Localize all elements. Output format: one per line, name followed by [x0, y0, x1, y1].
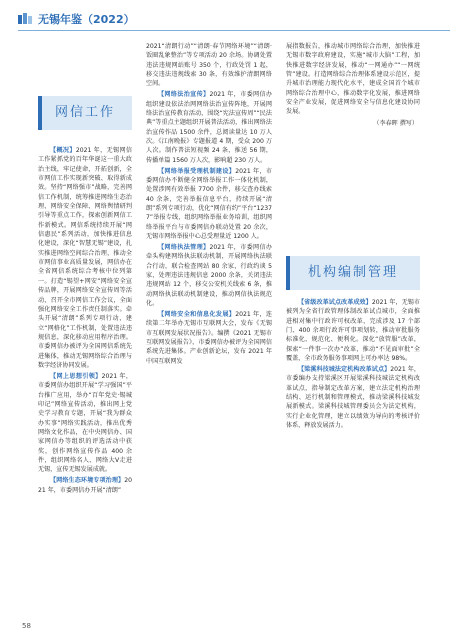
paragraph [146, 167, 272, 242]
paragraph-text: 2021 年，市委网信办组织建设依法治网网络法治宣传阵地，开展网络法治宣传教育活动，围绕“宪法宣传周”“民法典”等重点主题组织开展普法活动，推出网络法治宣传作品 1500 余件，总阅读量达 10 万人次。《江南晚报》专题报道 4 期，受众 200 万人次。制作普法短视频 24 条，推送 56 期，传播单篇 1560 万人次，影响超 230 万人。 [146, 91, 272, 164]
paragraph-tag: 【网上思想引领】 [50, 372, 102, 380]
paragraph [146, 42, 272, 89]
paragraph-tag: 【网络生态环境专项治理】 [50, 477, 125, 485]
paragraph-text: 2021 年，无锡市被列为全省行政管理体制改革试点城市，全面推进相对集中行政许可权改革，完成涉及 17 个部门、400 余项行政许可事项划转，推动审批服务标准化、规范化、便利化。深化“放管服”改革，探索“一件事一次办”改革，推动“不见面审批”全覆盖，全市政务服务事项网上可办率达 98%。 [286, 299, 420, 363]
paragraph [286, 42, 420, 117]
paragraph [146, 90, 272, 165]
paragraph [286, 365, 420, 430]
paragraph-text: 2021 年，无锡网信工作紧抓党的百年华诞这一重大政治主线，牢记使命，开拓创新，全市网信工作实现新突破、取得新成效。坚持“网络强市”战略，完善网信工作机制，统筹推进网络生态治理、网络安全保障、网络舆情研判引导等重点工作，探索创新网信工作新模式。网信系统持续开展“网信惠民”系列活动，加快推进信息化建设，深化“智慧无锡”建设，扎实推进网络空间综合治理，推动全市网信事业高质量发展，网信办在全省网信系统综合考核中位列第一。打造“锡望+网安”网络安全宣传品牌，开展网络安全宣传周等活动，召开全市网信工作会议，全面强化网络安全工作责任制落实。牵头开展“清朗”系列专项行动，建立“网格化”工作机制，处置违法违规信息，深化移动应用程序治理。市委网信办被评为全国网信系统先进集体，推动无锡网络综合治理与数字经济协同发展。 [38, 147, 132, 369]
column-middle [146, 0, 272, 640]
section-title-banner [38, 96, 132, 130]
column-text-bottom [286, 298, 420, 430]
paragraph-tag: 【省级改革试点改革成效】 [298, 299, 372, 306]
paragraph-text: 2021 年，市委网信办开展“清朗” [38, 477, 132, 494]
paragraph [38, 372, 132, 475]
paragraph-text: 2021 年，市委网信办不断健全网络举报工作一体化机制，处置涉网有效举报 7700 余件，移交查办线索 40 余条，完善举报信息平台，持续开展“清朗”系列专项行动，优化“网信有约”平台“12377”举报专线，组织网络举报业务培训，组织网络举报平台与市委网信办联动处置 20 余次，无锡市网络举报中心总受理量近 1200 人。 [146, 167, 272, 241]
paragraph-text: 2021 年，市委网信办组织开展“学习强国”平台推广应用，举办“百年党史·锡城印记”网络宣传活动，推出网上党史学习教育专题，开展“我为群众办实事”网络实践活动，推出优秀网络文化作品，在中央网信办、国家网信办等组织的评选活动中获奖，创作网络宣传作品 400 余件，组织网络名人、网络大V走进无锡，宣传无锡发展成就。 [38, 372, 132, 474]
paragraph-tag: 【梁溪科技城法定机构改革试点】 [298, 366, 391, 373]
section-title: 网信工作 [54, 105, 115, 120]
column-text [146, 42, 272, 366]
paragraph-tag: 【网络举报受理机制建设】 [158, 167, 236, 175]
page-number: 58 [22, 622, 31, 630]
paragraph-text: 2021 年，市委编办支持梁溪区开展梁溪科技城法定机构改革试点，指导制定改革方案，建立法定机构治理结构、运行机制和管理模式，推动梁溪科技城发展新模式。梁溪科技城管理委员会为法定机构，实行企业化管理，建立以绩效为导向的考核评价体系，释放发展活力。 [286, 366, 420, 430]
paragraph-tag: 【网络执法管理】 [158, 244, 210, 251]
paragraph-tag: 【网络安全和信息化发展】 [158, 311, 236, 318]
section-title-banner [286, 256, 420, 290]
column-text-top [286, 42, 420, 128]
author-signature: （李春晖 撰写） [373, 119, 418, 127]
paragraph [146, 243, 272, 308]
paragraph-tag: 【概况】 [50, 147, 76, 154]
running-title: 无锡年鉴（2022） [38, 13, 135, 26]
yearbook-logo-icon [18, 13, 34, 26]
paragraph-text: 2021“清朗行动”“清朗·春节网络环境”“清朗·饭圈乱象整治”等专项活动 20 余场。协调处置违法违规网站账号 350 个，行政处罚 1 起，移交违法违规线索 30 条，有效维护清朗网络空间。 [146, 43, 272, 88]
section-title: 机构编制管理 [307, 265, 398, 280]
paragraph [38, 146, 132, 370]
paragraph [38, 476, 132, 495]
paragraph [286, 298, 420, 363]
paragraph [146, 310, 272, 366]
column-text [38, 146, 132, 495]
paragraph-text: 展指数报告，推动城市网络综合治理，加快推进无锡市数字政府建设，实施“城市大脑”工程，加快推进数字经济发展，推动“一网通办”“一网统管”建设。打造网络综合治理体系建设示范区，提升城市治理能力现代化水平，建成全国首个城市网络综合治理中心，推动数字化发展，推进网络安全产业发展，促进网络安全与信息化建设协同发展。 [286, 43, 420, 116]
paragraph-tag: 【网络法治宣传】 [158, 91, 210, 99]
paragraph-text: 2021 年，连续第二年举办无锡市互联网大会，发布《无锡市互联网发展状况报告》。编撰《2021 无锡市互联网发展报告》，市委网信办被评为全国网信系统先进集体。产业创新论坛，发布 2021 年中国互联网发 [146, 311, 272, 365]
column-left [38, 0, 132, 640]
paragraph-text: 2021 年，市委网信办牵头构建网络执法联动机制，开展网络执法联合行动，联合检查网站 80 余家，行政约谈 5 家，处理违法违规信息 2000 余条，关闭违法违规网站 12 个，移交公安机关线索 6 条，推动网络执法联动机制建设，推动网信执法规范化。 [146, 244, 272, 308]
column-right [286, 0, 420, 640]
